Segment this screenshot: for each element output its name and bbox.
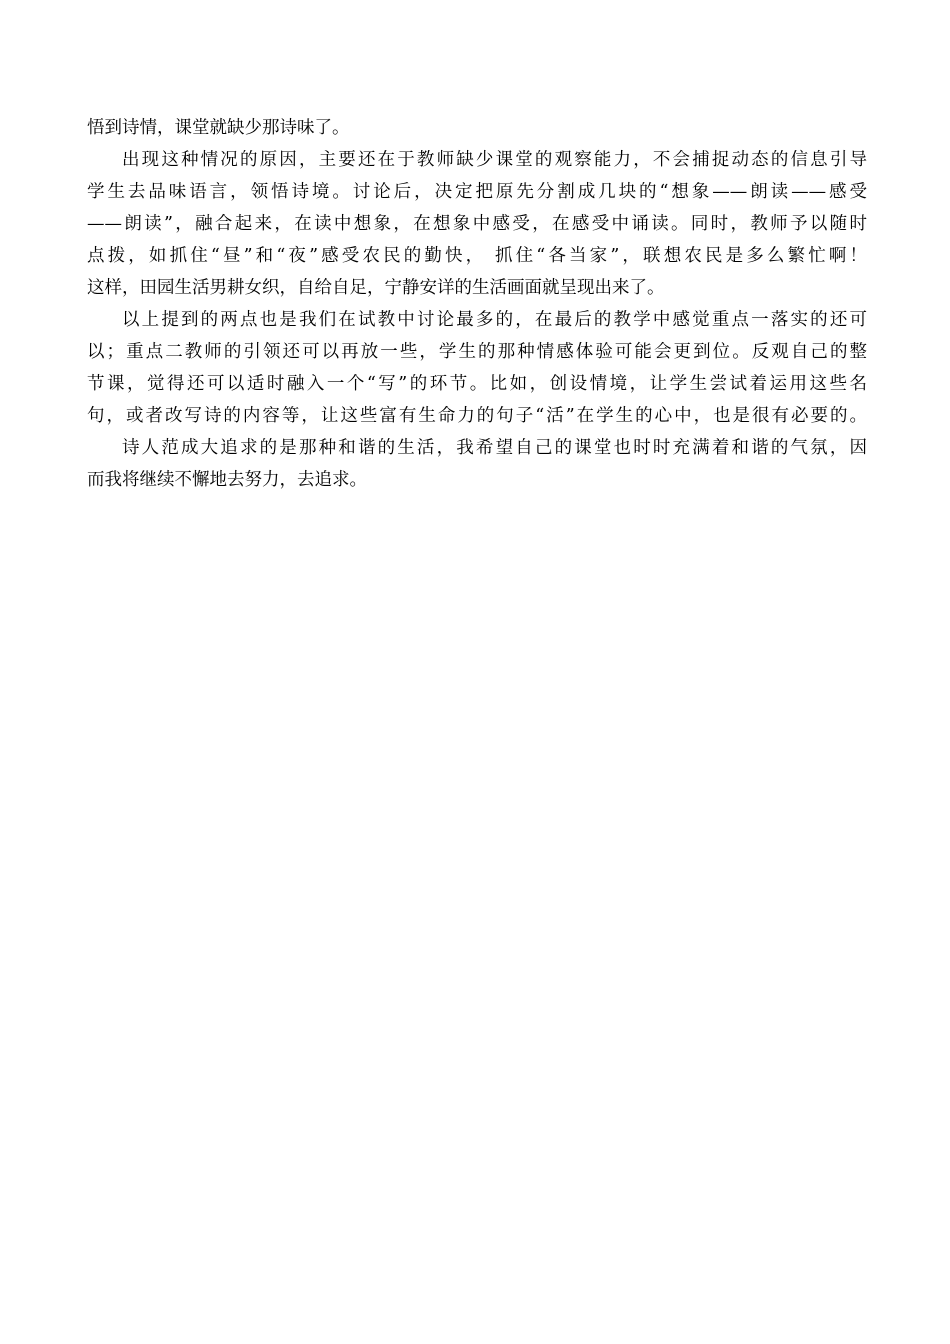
text-line: 出现这种情况的原因，主要还在于教师缺少课堂的观察能力，不会捕捉动态的信息引导	[122, 150, 867, 170]
text-line: 学生去品味语言，领悟诗境。讨论后，决定把原先分割成几块的“想象——朗读——感受	[87, 182, 867, 202]
text-line: 悟到诗情，课堂就缺少那诗味了。	[87, 118, 350, 138]
text-line: ——朗读”，融合起来，在读中想象，在想象中感受，在感受中诵读。同时，教师予以随时	[87, 214, 867, 234]
text-line: 句，或者改写诗的内容等，让这些富有生命力的句子“活”在学生的心中，也是很有必要的。	[87, 406, 867, 426]
text-line: 点拨，如抓住“昼”和“夜”感受农民的勤快， 抓住“各当家”，联想农民是多么繁忙啊！	[87, 246, 867, 266]
text-line: 节课，觉得还可以适时融入一个“写”的环节。比如，创设情境，让学生尝试着运用这些名	[87, 374, 867, 394]
text-line: 以上提到的两点也是我们在试教中讨论最多的，在最后的教学中感觉重点一落实的还可	[122, 310, 867, 330]
text-line: 这样，田园生活男耕女织，自给自足，宁静安详的生活画面就呈现出来了。	[87, 278, 665, 298]
text-line: 诗人范成大追求的是那种和谐的生活，我希望自己的课堂也时时充满着和谐的气氛，因	[122, 438, 867, 458]
text-line: 而我将继续不懈地去努力，去追求。	[87, 470, 367, 490]
text-line: 以；重点二教师的引领还可以再放一些，学生的那种情感体验可能会更到位。反观自己的整	[87, 342, 867, 362]
